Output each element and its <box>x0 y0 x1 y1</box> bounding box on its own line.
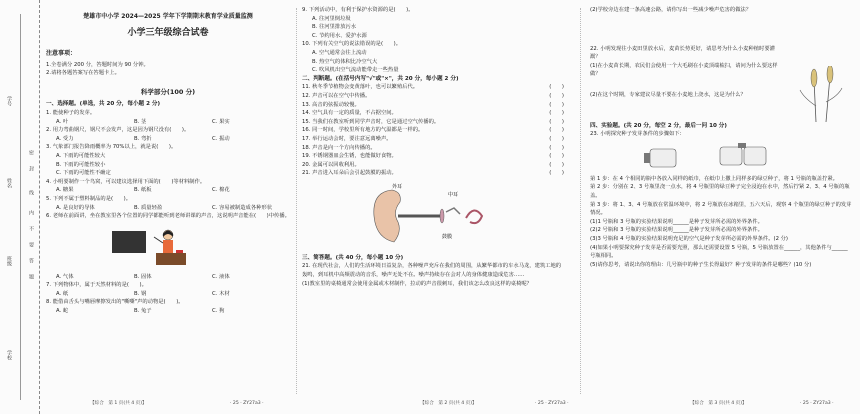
teacher-desk <box>156 253 186 265</box>
binding-label-seal-1: 密 <box>28 150 34 155</box>
part2-heading: 二、判断题。(在括号内写"√"或"×"，共 20 分，每小题 2 分) <box>302 75 459 82</box>
option: C. 下雨的可能性不确定 <box>56 170 111 177</box>
bottle-cap <box>644 153 650 163</box>
question-7: 7. 下列物体中，属于天然材料的是( )。 <box>46 282 147 289</box>
eardrum <box>440 209 444 223</box>
judgment-item: 11. 秋冬季节植物会变黄落叶，也可以繁殖后代。 ( ) <box>302 84 564 91</box>
option: A. 糖果 <box>56 187 74 194</box>
experiment-question: (2)2 号瓶和 3 号瓶的实验结果说明______是种子发芽所必需的外界条件。 <box>590 227 763 234</box>
question-3: 3. 气象部门报告降雨概率为 70%以上，就是说( )。 <box>46 144 177 151</box>
binding-label-school: 学校 <box>6 350 12 360</box>
experiment-step: 第 2 步：分别在 2、3 号瓶里浇一点水，将 4 号瓶里的绿豆种子完全浸泡在水中，然后拧紧 2、3、4 号瓶的瓶盖。 <box>590 184 850 199</box>
binding-margin <box>0 0 40 414</box>
option: C. 节约用水、爱护水源 <box>312 32 367 39</box>
question-23: 23. 小明探究种子发芽条件的步骤如下： <box>590 131 685 138</box>
page-column-2 <box>302 6 564 288</box>
question-5-options <box>46 204 290 213</box>
question-5: 5. 下列不属于塑料制品的是( )。 <box>46 195 132 202</box>
short-question-21-sub2: (2)学校旁边在建一条高速公路，请你写出一些减少噪声危害的做法？ <box>590 7 752 13</box>
option: C. 吹风机出空气流动能带走一些热量 <box>312 67 399 74</box>
ear-diagram <box>362 182 512 250</box>
part1-heading: 一、选择题。(单选，共 20 分，每小题 2 分) <box>46 101 161 108</box>
question-1-options <box>46 118 290 127</box>
binding-line <box>20 14 21 400</box>
binding-label-class: 班级 <box>6 256 12 266</box>
option: C. 狗 <box>212 308 225 315</box>
experiment-question: (3)3 号瓶和 4 号瓶的实验结果说明充足的空气是种子发芽所必需的外界条件。(2 分) <box>590 235 788 242</box>
page-footer: 【综合 第 3 页(共 4 页)】 <box>690 401 747 406</box>
desk-book <box>176 250 183 253</box>
binding-label-name: 姓名 <box>6 178 12 188</box>
bottle <box>650 149 676 167</box>
question-1: 1. 能使种子的发芽。 <box>46 109 96 116</box>
option: B. 纸板 <box>134 187 152 194</box>
option: A. 气体 <box>56 273 74 280</box>
option: A. 空气通常会往上流动 <box>312 49 367 56</box>
notice-heading: 注意事项： <box>46 50 77 57</box>
option: C. 容易被制造成各种形状 <box>212 204 273 211</box>
page-footer-code: · 25 · ZY27a3 · <box>800 401 834 406</box>
notice-item: 2.请将各题答案写在答题卡上。 <box>46 70 120 77</box>
page-footer: 【综合 第 1 页(共 4 页)】 <box>90 401 147 406</box>
bottle <box>744 147 766 165</box>
outer-ear-shape <box>374 190 401 242</box>
judgment-item: 16. 同一时间，学校里所有地方的气温都是一样的。 ( ) <box>302 127 564 134</box>
binding-label-seal-6: 要 <box>28 242 34 247</box>
page-footer-code: · 25 · ZY27a3 · <box>230 401 264 406</box>
ossicles <box>446 208 460 214</box>
option: B. 兔子 <box>134 308 152 315</box>
question-22-sub2: (2)在这个时期，专家建议尽量不要在小麦地上浇水，这是为什么？ <box>590 91 746 98</box>
ear-label-middle: 中耳 <box>448 191 459 198</box>
option: B. 钢 <box>134 290 147 297</box>
option: B. 弯折 <box>134 135 152 142</box>
question-8: 8. 能借由舌头与嘴唇摩擦发出的"嘶嘶"声的动物是( )。 <box>46 299 184 306</box>
page-footer: 【综合 第 2 页(共 4 页)】 <box>420 401 477 406</box>
option: A. 是良好的导体 <box>56 204 95 211</box>
judgment-item: 21. 声音进入耳朵后会引起鼓膜的振动。 ( ) <box>302 170 564 177</box>
question-10: 10. 下列有关空气的说法错误的是( )。 <box>302 41 401 48</box>
science-section-title: 科学部分(100 分) <box>140 87 196 96</box>
experiment-step: 第 3 步：将 1、3、4 号瓶放在常温环境中，将 2 号瓶放在冰箱里，五六天后，观察 4 个瓶里的绿豆种子的发芽情况。 <box>590 201 852 217</box>
option: B. 往河里排放污水 <box>312 24 357 31</box>
part4-heading: 四、实验题。(共 20 分，每空 2 分，最后一问 10 分) <box>590 122 727 129</box>
page-column-1 <box>46 6 290 316</box>
binding-label-seal-5: 不 <box>28 226 34 231</box>
option: C. 棉花 <box>212 187 230 194</box>
wheat-illustration <box>796 66 846 122</box>
wheat-leaf <box>800 90 816 106</box>
wheat-ear <box>811 69 817 87</box>
bottle <box>720 147 742 165</box>
option: B. 质量轻盈 <box>134 204 163 211</box>
judgment-item: 15. 当我们在教室听到同学声音时，它是通过空气传播的。 ( ) <box>302 118 564 125</box>
question-2-options <box>46 135 290 144</box>
option: C. 液体 <box>212 273 230 280</box>
teacher-illustration <box>108 225 228 269</box>
experiment-question: (4)如果小明要探究种子发芽是否需要光照，那么还需要设置 5 号瓶，5 号瓶放置在______，其他条件与______号瓶相同。 <box>590 244 848 260</box>
experiment-step: 第 1 步：在 4 个相同的瓶中各放入同样的纸巾，在纸巾上撒上同样多的绿豆种子，将 1 号瓶的瓶盖拧紧。 <box>590 175 838 182</box>
option: A. 受力 <box>56 135 74 142</box>
ear-label-eardrum: 鼓膜 <box>442 233 453 240</box>
short-question-21: 21. 在现代社会，人们的生活环境日益复杂，各种噪声充斥在我们的周围，从繁华都市的车水马龙，建筑工地的轰鸣，到耳机中高频震动的音乐，噪声无处不在。噪声持续存在会对人的身体健康造成危害…… <box>302 263 562 279</box>
judgment-item: 19. 不锈钢器皿会生锈，也能做好食物。 ( ) <box>302 153 564 160</box>
answer-space <box>590 15 852 45</box>
binding-label-seal-3: 线 <box>28 190 34 195</box>
teacher-arm <box>154 237 163 243</box>
option: A. 纸 <box>56 290 69 297</box>
binding-label-seal-4: 内 <box>28 210 34 215</box>
judgment-item: 17. 举行运动会时，要注意远离噪声。 ( ) <box>302 135 564 142</box>
option: B. 下雨的可能性较小 <box>56 161 106 168</box>
bottle-cap <box>738 143 746 148</box>
experiment-question: (1)1 号瓶和 3 号瓶的实验结果说明______是种子发芽所必需的外界条件。 <box>590 218 763 225</box>
notice-item: 1.全卷满分 200 分，答题时间为 90 分钟。 <box>46 61 149 68</box>
judgment-item: 12. 声音可以在空气中传播。 ( ) <box>302 92 564 99</box>
ear-label-outer: 外耳 <box>392 183 403 190</box>
question-4: 4. 小明要制作一个鸟窝，可以建议选择用下面的( )等材料制作。 <box>46 178 206 185</box>
question-6: 6. 老师在前面讲，坐在教室里各个位置的同学都能听到老师讲课的声音，这说明声音能在( )中传播。 <box>46 213 290 220</box>
binding-label-id: 学号 <box>6 96 12 106</box>
experiment-question: (5)请你思考，请说出你的理由：几号瓶中的种子生长得最好？种子发芽的条件是哪些？(10 分) <box>590 261 812 268</box>
option: A. 下雨的可能性较大 <box>56 152 106 159</box>
teacher-body <box>163 240 173 253</box>
short-question-21-sub1: (1)教室里的桌椅通常会使用金属或木材制作，拉动的声音很刺耳，我们该怎么改良这样的桌椅呢？ <box>302 280 532 287</box>
option: B. 固体 <box>134 273 152 280</box>
exam-title-line1: 楚雄市中小学 2024—2025 学年下学期期末教育学业质量监测 <box>83 13 253 20</box>
option: C. 振动 <box>212 135 230 142</box>
option: A. 往河里倒垃圾 <box>312 15 351 22</box>
judgment-item: 13. 高音的弦振动较慢。 ( ) <box>302 101 564 108</box>
question-22: 22. 小明发现往小麦田里放水后，麦苗长势更好，请思考为什么小麦种植时要灌溉？ <box>590 45 775 61</box>
binding-label-seal-7: 答 <box>28 258 34 263</box>
option: C. 果实 <box>212 118 230 125</box>
wheat-ear <box>827 66 833 83</box>
question-2: 2. 用力弯曲钢尺，钢尺不会发声，这是因为钢尺没有( )。 <box>46 127 190 134</box>
question-4-options <box>46 186 290 195</box>
option: A. 蛇 <box>56 308 69 315</box>
column-separator <box>296 8 297 394</box>
option: B. 热空气的体积比冷空气大 <box>312 58 378 65</box>
cochlea <box>466 210 482 223</box>
question-9: 9. 下列活动中，有利于保护水资源的是( )。 <box>302 7 414 13</box>
judgment-item: 18. 声音是向一个方向传播的。 ( ) <box>302 144 564 151</box>
blackboard <box>112 231 146 253</box>
bottles-illustration <box>640 141 780 173</box>
column-separator <box>580 8 581 394</box>
page-column-3 <box>590 6 852 269</box>
judgment-item: 14. 空气具有一定的质量，不占据空间。 ( ) <box>302 110 564 117</box>
judgment-item: 20. 金属可以回收利用。 ( ) <box>302 161 564 168</box>
page-footer-code: · 25 · ZY27a3 · <box>535 401 569 406</box>
question-22-sub1: (1)在小麦苗长期，农民们会使用一个大毛刷在小麦顶端梳扫，请问为什么要这样做？ <box>590 62 778 78</box>
exam-title-line2: 小学三年级综合试卷 <box>127 28 209 38</box>
option: A. 叶 <box>56 118 69 125</box>
option: B. 茎 <box>134 118 147 125</box>
binding-label-seal-8: 题 <box>28 274 34 279</box>
question-6-options <box>46 273 290 282</box>
option: C. 木材 <box>212 290 230 297</box>
question-7-options <box>46 290 290 299</box>
question-8-options <box>46 307 290 316</box>
part3-heading: 三、简答题。(共 40 分，每小题 10 分) <box>302 254 404 261</box>
binding-label-seal-2: 封 <box>28 166 34 171</box>
